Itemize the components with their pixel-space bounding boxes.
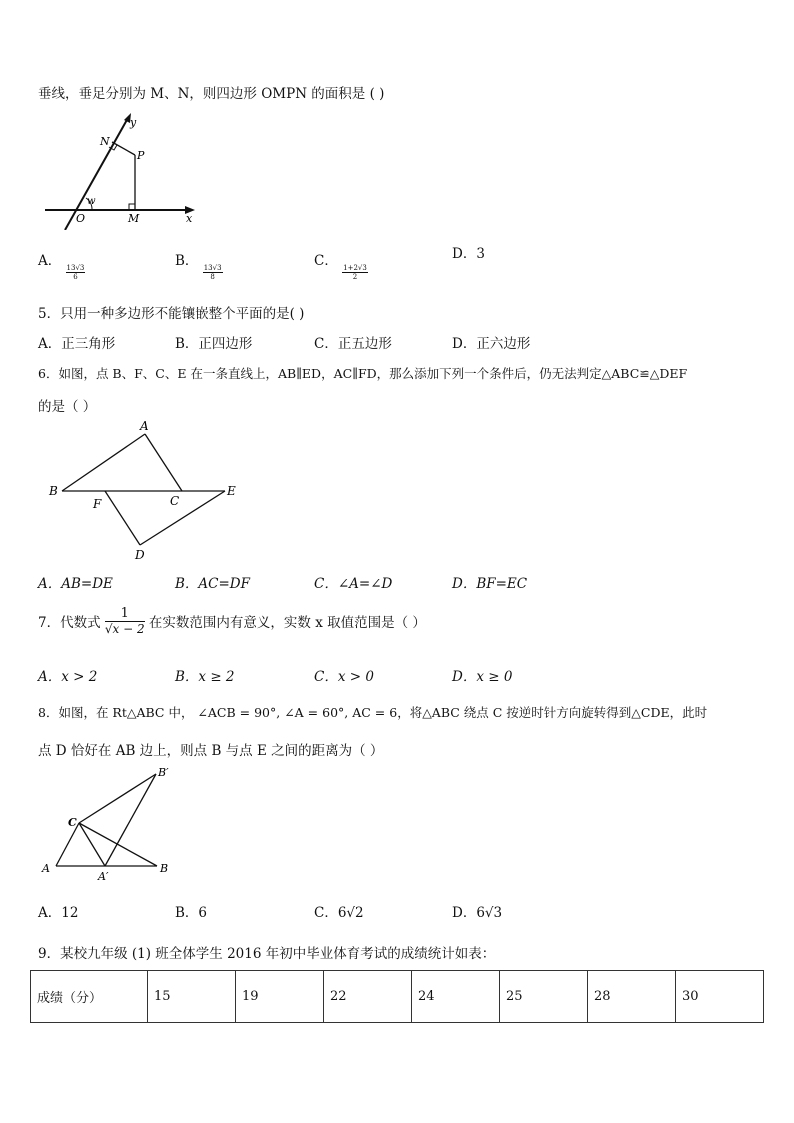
q5-option-b[interactable]: B．正四边形: [175, 336, 253, 352]
q5-option-d[interactable]: D．正六边形: [452, 336, 531, 352]
q4-option-c-fraction: [342, 264, 368, 281]
q4-option-b-num: 13√3: [203, 264, 222, 272]
q9-stem: 9．某校九年级 (1) 班全体学生 2016 年初中毕业体育考试的成绩统计如表：: [38, 946, 496, 962]
segment-cb-prime: [79, 774, 156, 823]
label-p: P: [137, 149, 145, 162]
q8-figure: [38, 762, 178, 884]
label-d: D: [135, 548, 145, 562]
q5-stem: 5．只用一种多边形不能镶嵌整个平面的是( ): [38, 306, 305, 322]
table-row: [31, 971, 764, 1023]
label-n: N: [100, 135, 110, 148]
q7-stem: [38, 606, 426, 636]
q6-stem-line2: 的是（ ）: [38, 399, 97, 415]
q7-frac-den: √x − 2: [104, 622, 145, 636]
label-o: O: [76, 212, 86, 225]
table-header-cell: 成绩（分）: [31, 971, 148, 1023]
q6-stem-line1: 6．如图，点 B、F、C、E 在一条直线上，AB∥ED，AC∥FD，那么添加下列一个条件后，仍无法判定△ABC≌△DEF: [38, 366, 688, 381]
label-f: F: [93, 497, 102, 511]
label-c: C: [170, 494, 180, 508]
q4-option-c-num: 1+2√3: [343, 264, 367, 272]
table-cell: 22: [324, 971, 412, 1023]
segment-ab: [62, 434, 145, 491]
q4-figure: [40, 110, 210, 230]
label-a: A: [42, 862, 50, 875]
q4-option-a-fraction: [66, 264, 86, 281]
q4-option-c-den: 2: [352, 273, 358, 281]
label-b: B: [160, 862, 169, 875]
q8-option-c[interactable]: C．6√2: [314, 905, 364, 921]
score-table: [30, 970, 764, 1023]
q4-option-a-letter: A．: [38, 253, 62, 269]
q7-suffix: 在实数范围内有意义，实数 x 取值范围是（ ）: [148, 615, 426, 631]
label-a: A: [140, 419, 149, 433]
segment-cb: [79, 823, 157, 866]
table-cell: 28: [588, 971, 676, 1023]
q4-option-a[interactable]: [38, 242, 85, 281]
q4-stem: 垂线，垂足分别为 M、N，则四边形 OMPN 的面积是 ( ): [38, 86, 385, 102]
q4-option-d-text: 3: [476, 246, 485, 262]
label-b-prime: B′: [158, 766, 169, 779]
label-c: C: [68, 816, 77, 829]
segment-fd: [105, 491, 140, 545]
q8-stem-line2: 点 D 恰好在 AB 边上，则点 B 与点 E 之间的距离为（ ）: [38, 743, 384, 759]
q6-option-d[interactable]: D．BF=EC: [452, 576, 528, 592]
q7-option-b[interactable]: B．x ≥ 2: [175, 669, 235, 685]
label-b: B: [49, 484, 58, 498]
q7-option-a[interactable]: A．x > 2: [38, 669, 98, 685]
q4-option-a-den: 6: [73, 273, 78, 281]
y-axis-line: [65, 118, 128, 230]
label-x: x: [186, 212, 193, 225]
q4-option-b-letter: B．: [175, 253, 199, 269]
q7-frac-num: 1: [105, 606, 145, 622]
segment-ac: [56, 823, 79, 866]
q4-option-d[interactable]: [452, 242, 485, 262]
segment-ac: [145, 434, 182, 491]
table-cell: 24: [412, 971, 500, 1023]
label-e: E: [227, 484, 236, 498]
q4-option-c[interactable]: [314, 242, 368, 281]
q7-option-d[interactable]: D．x ≥ 0: [452, 669, 513, 685]
q4-option-b-fraction: [203, 264, 223, 281]
label-y: y: [130, 116, 137, 129]
label-w: w: [87, 196, 96, 207]
q5-option-a[interactable]: A．正三角形: [38, 336, 116, 352]
q4-option-b[interactable]: [175, 242, 223, 281]
table-cell: 25: [500, 971, 588, 1023]
label-m: M: [128, 212, 140, 225]
q7-option-c[interactable]: C．x > 0: [314, 669, 374, 685]
segment-de: [140, 491, 225, 545]
table-cell: 15: [148, 971, 236, 1023]
q8-stem-line1: 8．如图，在 Rt△ABC 中， ∠ACB = 90°, ∠A = 60°, AC = 6，将△ABC 绕点 C 按逆时针方向旋转得到△CDE，此时: [38, 705, 708, 720]
q8-option-b[interactable]: B．6: [175, 905, 208, 921]
q5-option-c[interactable]: C．正五边形: [314, 336, 392, 352]
label-a-prime: A′: [98, 870, 109, 883]
q4-option-c-letter: C．: [314, 253, 338, 269]
q6-option-a[interactable]: A．AB=DE: [38, 576, 113, 592]
q8-option-a[interactable]: A．12: [38, 905, 79, 921]
q6-option-b[interactable]: B．AC=DF: [175, 576, 251, 592]
q6-option-c[interactable]: C．∠A=∠D: [314, 576, 393, 592]
q4-option-b-den: 8: [210, 273, 215, 281]
segment-b-prime-a-prime: [105, 774, 156, 866]
q4-option-a-num: 13√3: [66, 264, 85, 272]
table-cell: 30: [676, 971, 764, 1023]
q8-option-d[interactable]: D．6√3: [452, 905, 503, 921]
table-cell: 19: [236, 971, 324, 1023]
q7-fraction: [105, 606, 145, 636]
q6-figure: [45, 415, 250, 565]
q7-prefix: 7．代数式: [38, 615, 101, 631]
q4-option-d-letter: D．: [452, 246, 477, 262]
